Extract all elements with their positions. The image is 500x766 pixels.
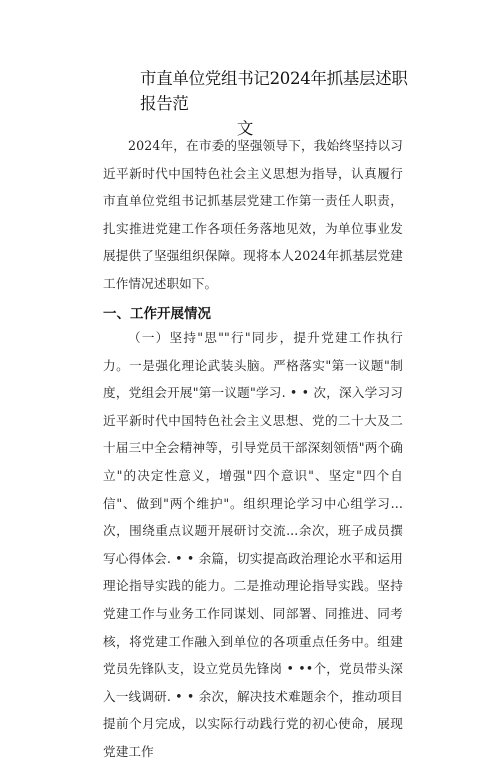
document-title-line1: 市直单位党组书记2024年抓基层述职报告范	[140, 69, 408, 113]
document-title	[140, 66, 422, 141]
intro-paragraph: 2024年，在市委的坚强领导下，我始终坚持以习近平新时代中国特色社会主义思想为指导，认真履行市直单位党组书记抓基层党建工作第一责任人职责，扎实推进党建工作各项任务落地见效，为单位事业发展提供了坚强组织保障。现将本人2024年抓基层党建工作情况述职如下。	[103, 138, 403, 291]
section-1-paragraph: （一）坚持"思""行"同步，提升党建工作执行力。一是强化理论武装头脑。严格落实"第一议题"制度，党组会开展"第一议题"学习. • • 次，深入学习习近平新时代中国特色社会主义思想、党的二十大及二十届三中全会精神等，引导党员干部深刻领悟"两个确立"的决定性意义，增强"四个意识"、坚定"四个自信"、做到"两个维护"。组织理论学习中心组学习...次，围绕重点议题开展研讨交流...余次，班子成员撰写心得体会. • • 余篇，切实提高政治理论水平和运用理论指导实践的能力。二是推动理论指导实践。坚持党建工作与业务工作同谋划、同部署、同推进、同考核，将党建工作融入到单位的各项重点任务中。组建党员先锋队支，设立党员先锋岗 • ••个，党员带头深入一线调研. • • 余次，解决技术难题余个，推动项目提前个月完成，以实际行动践行党的初心使命，展现党建工作	[103, 330, 403, 759]
section-heading-1: 一、工作开展情况	[103, 306, 211, 322]
document-title-line2: 文	[236, 119, 254, 138]
